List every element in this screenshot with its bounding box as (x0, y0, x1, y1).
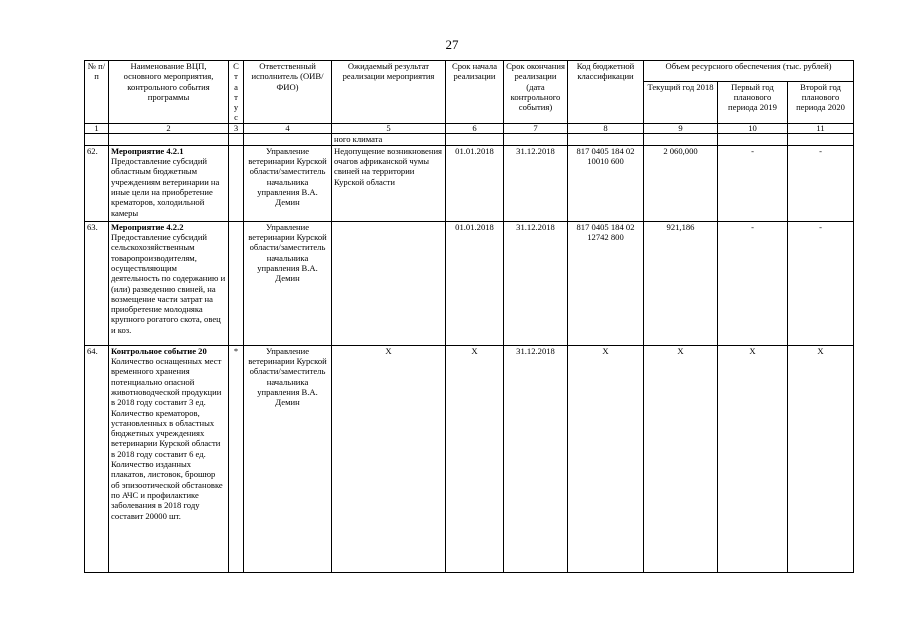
empty-cell (109, 133, 229, 145)
row-result: Х (332, 345, 446, 572)
row-y2018: Х (644, 345, 718, 572)
column-number: 9 (644, 123, 718, 133)
row-code: 817 0405 184 02 12742 800 (568, 221, 644, 345)
row-code: 817 0405 184 02 10010 600 (568, 145, 644, 221)
table-row (85, 345, 854, 572)
header-start: Срок начала реализации (446, 61, 504, 124)
row-number: 63. (85, 221, 109, 345)
row-end: 31.12.2018 (504, 145, 568, 221)
row-result (332, 221, 446, 345)
header-year-2018: Текущий год 2018 (644, 81, 718, 123)
empty-cell (229, 133, 244, 145)
row-y2019: Х (718, 345, 788, 572)
page-number: 27 (445, 37, 459, 52)
header-num: № п/п (85, 61, 109, 124)
row-start: 01.01.2018 (446, 221, 504, 345)
row-text: Предоставление субсидий областным бюджетным учреждениям ветеринарии на иные цели на приобретение крематоров, холодильной камеры (111, 156, 220, 218)
row-status (229, 145, 244, 221)
column-number: 8 (568, 123, 644, 133)
row-status (229, 221, 244, 345)
row-responsible: Управление ветеринарии Курской области/заместитель начальника управления В.А. Демин (244, 145, 332, 221)
row-y2020: - (788, 145, 854, 221)
row-y2018: 921,186 (644, 221, 718, 345)
header-end: Срок окончания реализации (дата контрольного события) (504, 61, 568, 124)
header-status: С т а т у с (229, 61, 244, 124)
table-row (85, 221, 854, 345)
row-name (109, 221, 229, 345)
row-name (109, 345, 229, 572)
row-y2020: Х (788, 345, 854, 572)
row-start: 01.01.2018 (446, 145, 504, 221)
header-volume: Объем ресурсного обеспечения (тыс. рублей) (644, 61, 854, 82)
empty-cell (718, 133, 788, 145)
empty-cell (244, 133, 332, 145)
row-number: 64. (85, 345, 109, 572)
table-row (85, 145, 854, 221)
row-title: Контрольное событие 20 (111, 345, 207, 356)
empty-cell (446, 133, 504, 145)
row-name (109, 145, 229, 221)
row-result: Недопущение возникновения очагов африканской чумы свиней на территории Курской области (332, 145, 446, 221)
column-number: 2 (109, 123, 229, 133)
row-text: Предоставление субсидий сельскохозяйственным товаропроизводителям, осуществляющим деятельность по содержанию и (или) разведению свиней, на возмещение части затрат на приобретение молодняка крупного рогатого скота, овец и коз. (111, 232, 226, 335)
header-row-1 (85, 61, 854, 82)
row-number: 62. (85, 145, 109, 221)
column-number: 5 (332, 123, 446, 133)
column-number: 11 (788, 123, 854, 133)
empty-cell (568, 133, 644, 145)
empty-cell (644, 133, 718, 145)
header-name: Наименование ВЦП, основного мероприятия, контрольного события программы (109, 61, 229, 124)
row-text: Количество оснащенных мест временного хранения потенциально опасной животноводческой продукции в 2018 году составит 3 ед. Количество крематоров, установленных в областных бюджетных учреждениях ветеринарии Курской области в 2018 году составит 6 ед. Количество изданных плакатов, листовок, брошюр об эпизоотической обстановке по АЧС и профилактике заболевания в 2018 году составит 20000 шт. (111, 356, 223, 521)
row-code: Х (568, 345, 644, 572)
row-title: Мероприятие 4.2.2 (111, 221, 184, 232)
header-result: Ожидаемый результат реализации мероприятия (332, 61, 446, 124)
header-code: Код бюджетной классификации (568, 61, 644, 124)
row-start: Х (446, 345, 504, 572)
column-number: 6 (446, 123, 504, 133)
row-title: Мероприятие 4.2.1 (111, 145, 184, 156)
row-status: * (229, 345, 244, 572)
program-events-table (84, 60, 854, 573)
header-year-2019: Первый год планового периода 2019 (718, 81, 788, 123)
continuation-result: ного климата (332, 133, 446, 145)
row-responsible: Управление ветеринарии Курской области/заместитель начальника управления В.А. Демин (244, 221, 332, 345)
row-y2020: - (788, 221, 854, 345)
header-responsible: Ответственный исполнитель (ОИВ/ФИО) (244, 61, 332, 124)
row-end: 31.12.2018 (504, 221, 568, 345)
empty-cell (788, 133, 854, 145)
row-y2019: - (718, 145, 788, 221)
column-number: 4 (244, 123, 332, 133)
column-number: 1 (85, 123, 109, 133)
continuation-row (85, 133, 854, 145)
column-numbers-row (85, 123, 854, 133)
row-end: 31.12.2018 (504, 345, 568, 572)
column-number: 7 (504, 123, 568, 133)
column-number: 3 (229, 123, 244, 133)
empty-cell (504, 133, 568, 145)
row-responsible: Управление ветеринарии Курской области/заместитель начальника управления В.А. Демин (244, 345, 332, 572)
header-year-2020: Второй год планового периода 2020 (788, 81, 854, 123)
empty-cell (85, 133, 109, 145)
column-number: 10 (718, 123, 788, 133)
row-y2018: 2 060,000 (644, 145, 718, 221)
row-y2019: - (718, 221, 788, 345)
